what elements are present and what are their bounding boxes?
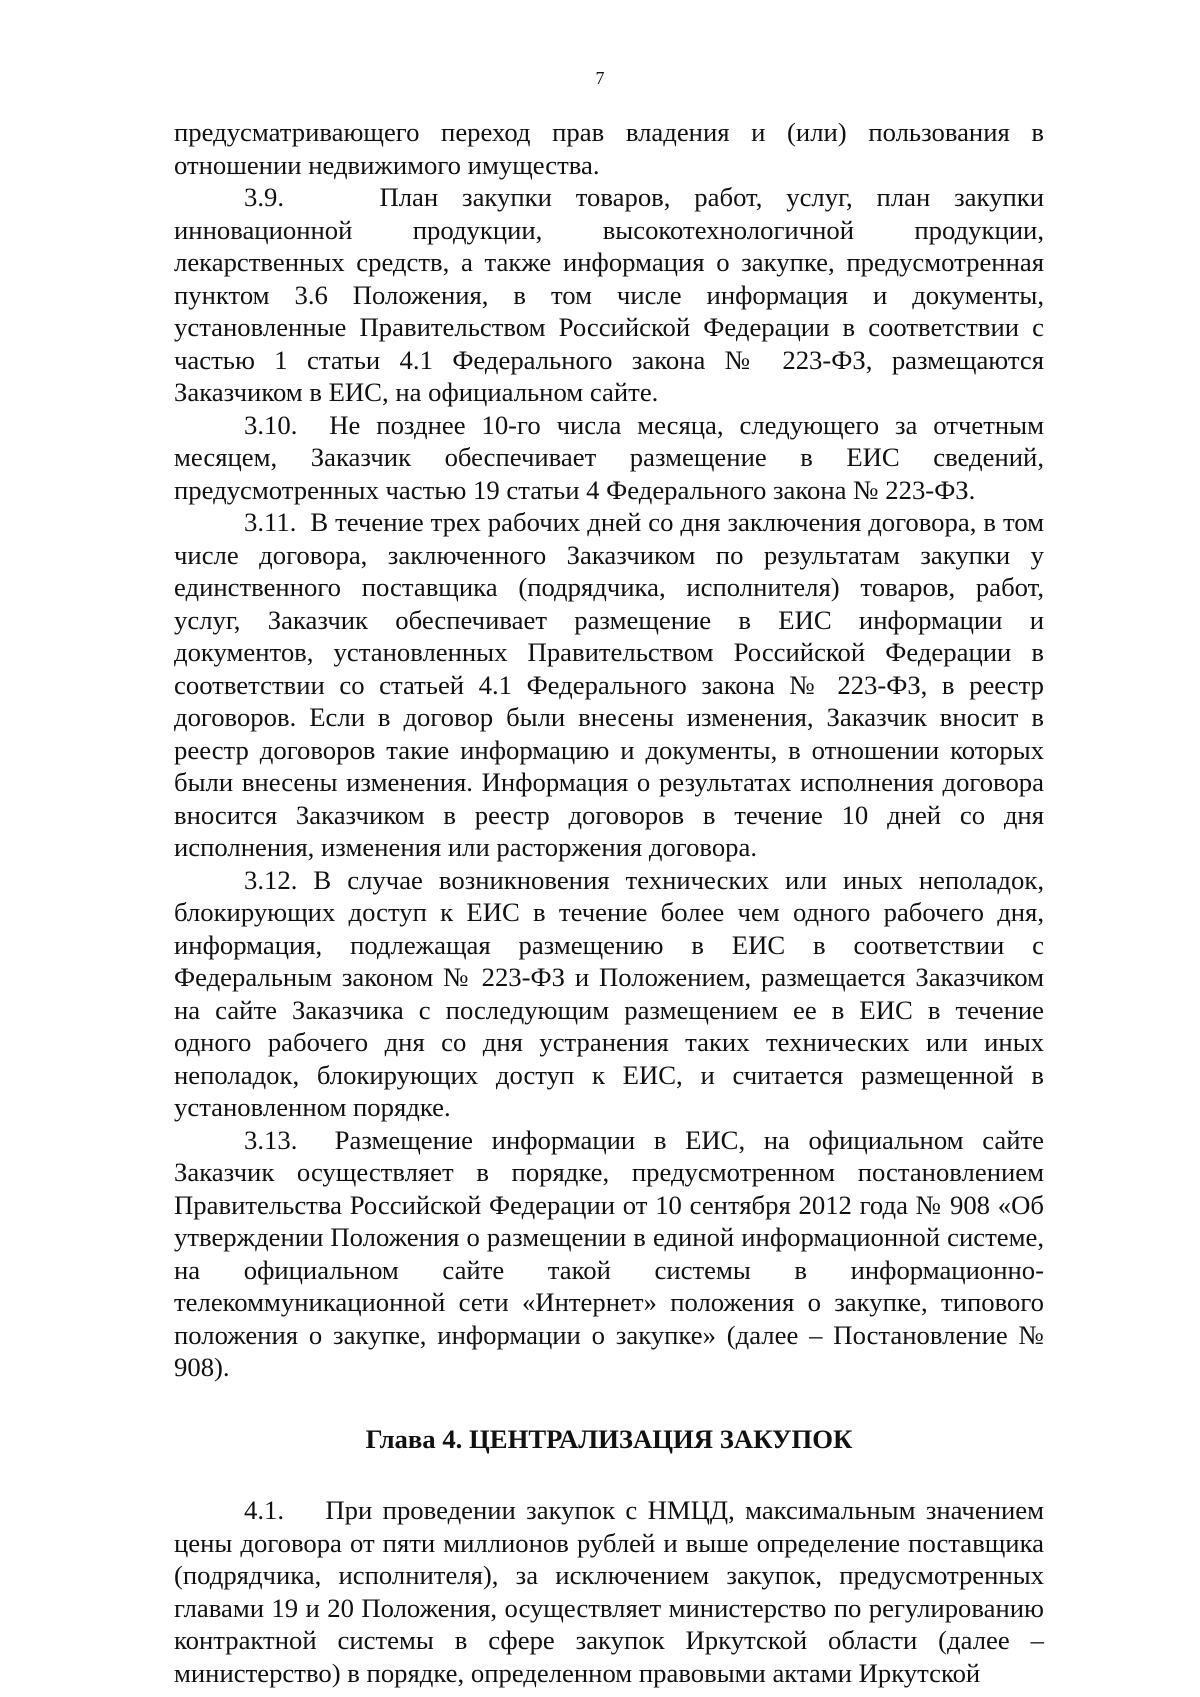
- chapter-title: Глава 4. ЦЕНТРАЛИЗАЦИЯ ЗАКУПОК: [365, 1423, 853, 1454]
- paragraph-3-13: 3.13. Размещение информации в ЕИС, на официальном сайте Заказчик осуществляет в порядке, предусмотренном постановлением Правительства Российской Федерации от 10 сентября 2012 года № 908 «Об утверждении Положения о размещении в единой информационной системе, на официальном сайте такой системы в информационно-телекоммуникационной сети «Интернет» положения о закупке, типового положения о закупке, информации о закупке» (далее – Постановление № 908).: [174, 1124, 1044, 1382]
- paragraph-3-11: 3.11. В течение трех рабочих дней со дня заключения договора, в том числе договора, заключенного Заказчиком по результатам закупки у единственного поставщика (подрядчика, исполнителя) товаров, работ, услуг, Заказчик обеспечивает размещение в ЕИС информации и документов, установленных Правительством Российской Федерации в соответствии со статьей 4.1 Федерального закона № 223-ФЗ, в реестр договоров. Если в договор были внесены изменения, Заказчик вносит в реестр договоров такие информацию и документы, в отношении которых были внесены изменения. Информация о результатах исполнения договора вносится Заказчиком в реестр договоров в течение 10 дней со дня исполнения, изменения или расторжения договора.: [174, 507, 1044, 862]
- paragraph-4-1: 4.1. При проведении закупок с НМЦД, максимальным значением цены договора от пяти миллионов рублей и выше определение поставщика (подрядчика, исполнителя), за исключением закупок, предусмотренных главами 19 и 20 Положения, осуществляет министерство по регулированию контрактной системы в сфере закупок Иркутской области (далее – министерство) в порядке, определенном правовыми актами Иркутской: [174, 1495, 1044, 1688]
- paragraph-3-9: 3.9. План закупки товаров, работ, услуг, план закупки инновационной продукции, высокотехнологичной продукции, лекарственных средств, а также информация о закупке, предусмотренная пунктом 3.6 Положения, в том числе информация и документы, установленные Правительством Российской Федерации в соответствии с частью 1 статьи 4.1 Федерального закона № 223-ФЗ, размещаются Заказчиком в ЕИС, на официальном сайте.: [174, 182, 1044, 407]
- paragraph-3-10: 3.10. Не позднее 10-го числа месяца, следующего за отчетным месяцем, Заказчик обеспечивает размещение в ЕИС сведений, предусмотренных частью 19 статьи 4 Федерального закона № 223-ФЗ.: [174, 409, 1044, 505]
- paragraph-continuation: предусматривающего переход прав владения и (или) пользования в отношении недвижимого имущества.: [174, 117, 1044, 180]
- document-body: [174, 116, 1044, 1689]
- page-number: 7: [595, 68, 605, 88]
- paragraph-3-12: 3.12. В случае возникновения технических или иных неполадок, блокирующих доступ к ЕИС в течение более чем одного рабочего дня, информация, подлежащая размещению в ЕИС в соответствии с Федеральным законом № 223-ФЗ и Положением, размещается Заказчиком на сайте Заказчика с последующим размещением ее в ЕИС в течение одного рабочего дня со дня устранения таких технических или иных неполадок, блокирующих доступ к ЕИС, и считается размещенной в установленном порядке.: [174, 864, 1044, 1122]
